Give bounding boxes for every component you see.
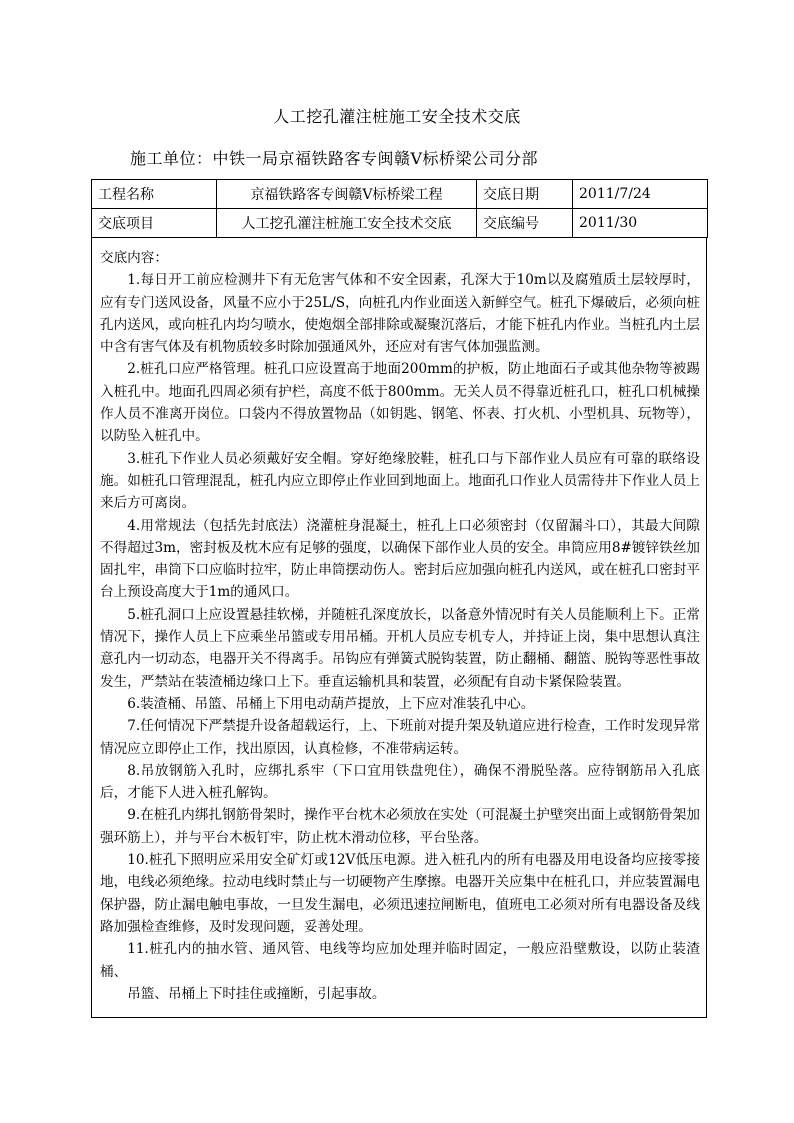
content-item-3: 3.桩孔下作业人员必须戴好安全帽。穿好绝缘胶鞋，桩孔口与下部作业人员应有可靠的联络设施。如桩孔口管理混乱，桩孔内应立即停止作业回到地面上。地面孔口作业人员需待井下作业人员上来后方可离岗。 [100,450,700,512]
content-item-9: 9.在桩孔内绑扎钢筋骨架时，操作平台枕木必须放在实处（可混凝土护壁突出面上或钢筋骨架加强环筋上），并与平台木板钉牢，防止枕木滑动位移，平台坠落。 [100,807,700,846]
content-heading: 交底内容： [100,250,168,266]
content-item-7: 7.任何情况下严禁提升设备超载运行，上、下班前对提升架及轨道应进行检查，工作时发现异常情况应立即停止工作，找出原因，认真检修，不准带病运转。 [100,718,700,757]
content-item-11-continuation: 吊篮、吊桶上下时挂住或撞断，引起事故。 [127,985,386,1002]
document-title: 人工挖孔灌注桩施工安全技术交底 [273,107,521,126]
date-value: 2011/7/24 [573,180,708,209]
item-value: 人工挖孔灌注桩施工安全技术交底 [217,209,477,238]
content-item-11: 11.桩孔内的抽水管、通风管、电线等均应加处理并临时固定，一般应沿壁敷设，以防止装渣桶、 [100,941,700,980]
content-item-4: 4.用常规法（包括先封底法）浇灌桩身混凝土，桩孔上口必须密封（仅留漏斗口），其最大间隙不得超过3m，密封板及枕木应有足够的强度，以确保下部作业人员的安全。串筒应用8#镀锌铁丝加固扎牢，串筒下口应临时拉牢，防止串筒摆动伤人。密封后应加强向桩孔内送风，或在桩孔口密封平台上预设高度大于1m的通风口。 [100,517,700,601]
content-item-1: 1.每日开工前应检测井下有无危害气体和不安全因素，孔深大于10m以及腐殖质土层较厚时，应有专门送风设备，风量不应小于25L/S，向桩孔内作业面送入新鲜空气。桩孔下爆破后，必须向桩孔内送风，或向桩孔内均匀喷水，使炮烟全部排除或凝聚沉落后，才能下桩孔内作业。当桩孔内土层中含有害气体及有机物质较多时除加强通风外，还应对有害气体加强监测。 [100,272,700,356]
content-item-6: 6.装渣桶、吊篮、吊桶上下用电动葫芦提放，上下应对准装孔中心。 [127,695,535,712]
table-row-project [92,180,708,209]
content-item-2: 2.桩孔口应严格管理。桩孔口应设置高于地面200mm的护板，防止地面石子或其他杂物等被踢入桩孔中。地面孔四周必须有护栏，高度不低于800mm。无关人员不得靠近桩孔口，桩孔口机械操作人员不准离开岗位。口袋内不得放置物品（如钥匙、钢笔、怀表、打火机、小型机具、玩物等），以防坠入桩孔中。 [100,361,700,445]
content-item-8: 8.吊放钢筋入孔时，应绑扎系牢（下口宜用铁盘兜住），确保不滑脱坠落。应待钢筋吊入孔底后，才能下人进入桩孔解钩。 [100,762,700,802]
construction-unit-line: 施工单位：中铁一局京福铁路客专闽赣Ⅴ标桥梁公司分部 [130,149,539,168]
content-item-5: 5.桩孔洞口上应设置悬挂软梯，并随桩孔深度放长，以备意外情况时有关人员能顺利上下。正常情况下，操作人员上下应乘坐吊篮或专用吊桶。开机人员应专机专人，并持证上岗，集中思想认真注意孔内一切动态，电器开关不得离手。吊钩应有弹簧式脱钩装置，防止翻桶、翻篮、脱钩等恶性事故发生，严禁站在装渣桶边缘口上下。垂直运输机具和装置，必须配有自动卡紧保险装置。 [100,606,700,690]
number-value: 2011/30 [573,209,708,238]
number-label: 交底编号 [477,209,573,238]
content-item-10: 10.桩孔下照明应采用安全矿灯或12V低压电源。进入桩孔内的所有电器及用电设备均应接零接地，电线必须绝缘。拉动电线时禁止与一切硬物产生摩擦。电器开关应集中在桩孔口，并应装置漏电保护器，防止漏电触电事故，一旦发生漏电，必须迅速拉闸断电，值班电工必须对所有电器设备及线路加强检查维修，及时发现问题，妥善处理。 [100,852,700,935]
table-row-item [92,209,708,238]
project-name-value: 京福铁路客专闽赣Ⅴ标桥梁工程 [217,180,477,209]
info-table [91,179,708,238]
item-label: 交底项目 [92,209,217,238]
project-name-label: 工程名称 [92,180,217,209]
content-box [91,237,707,1018]
date-label: 交底日期 [477,180,573,209]
